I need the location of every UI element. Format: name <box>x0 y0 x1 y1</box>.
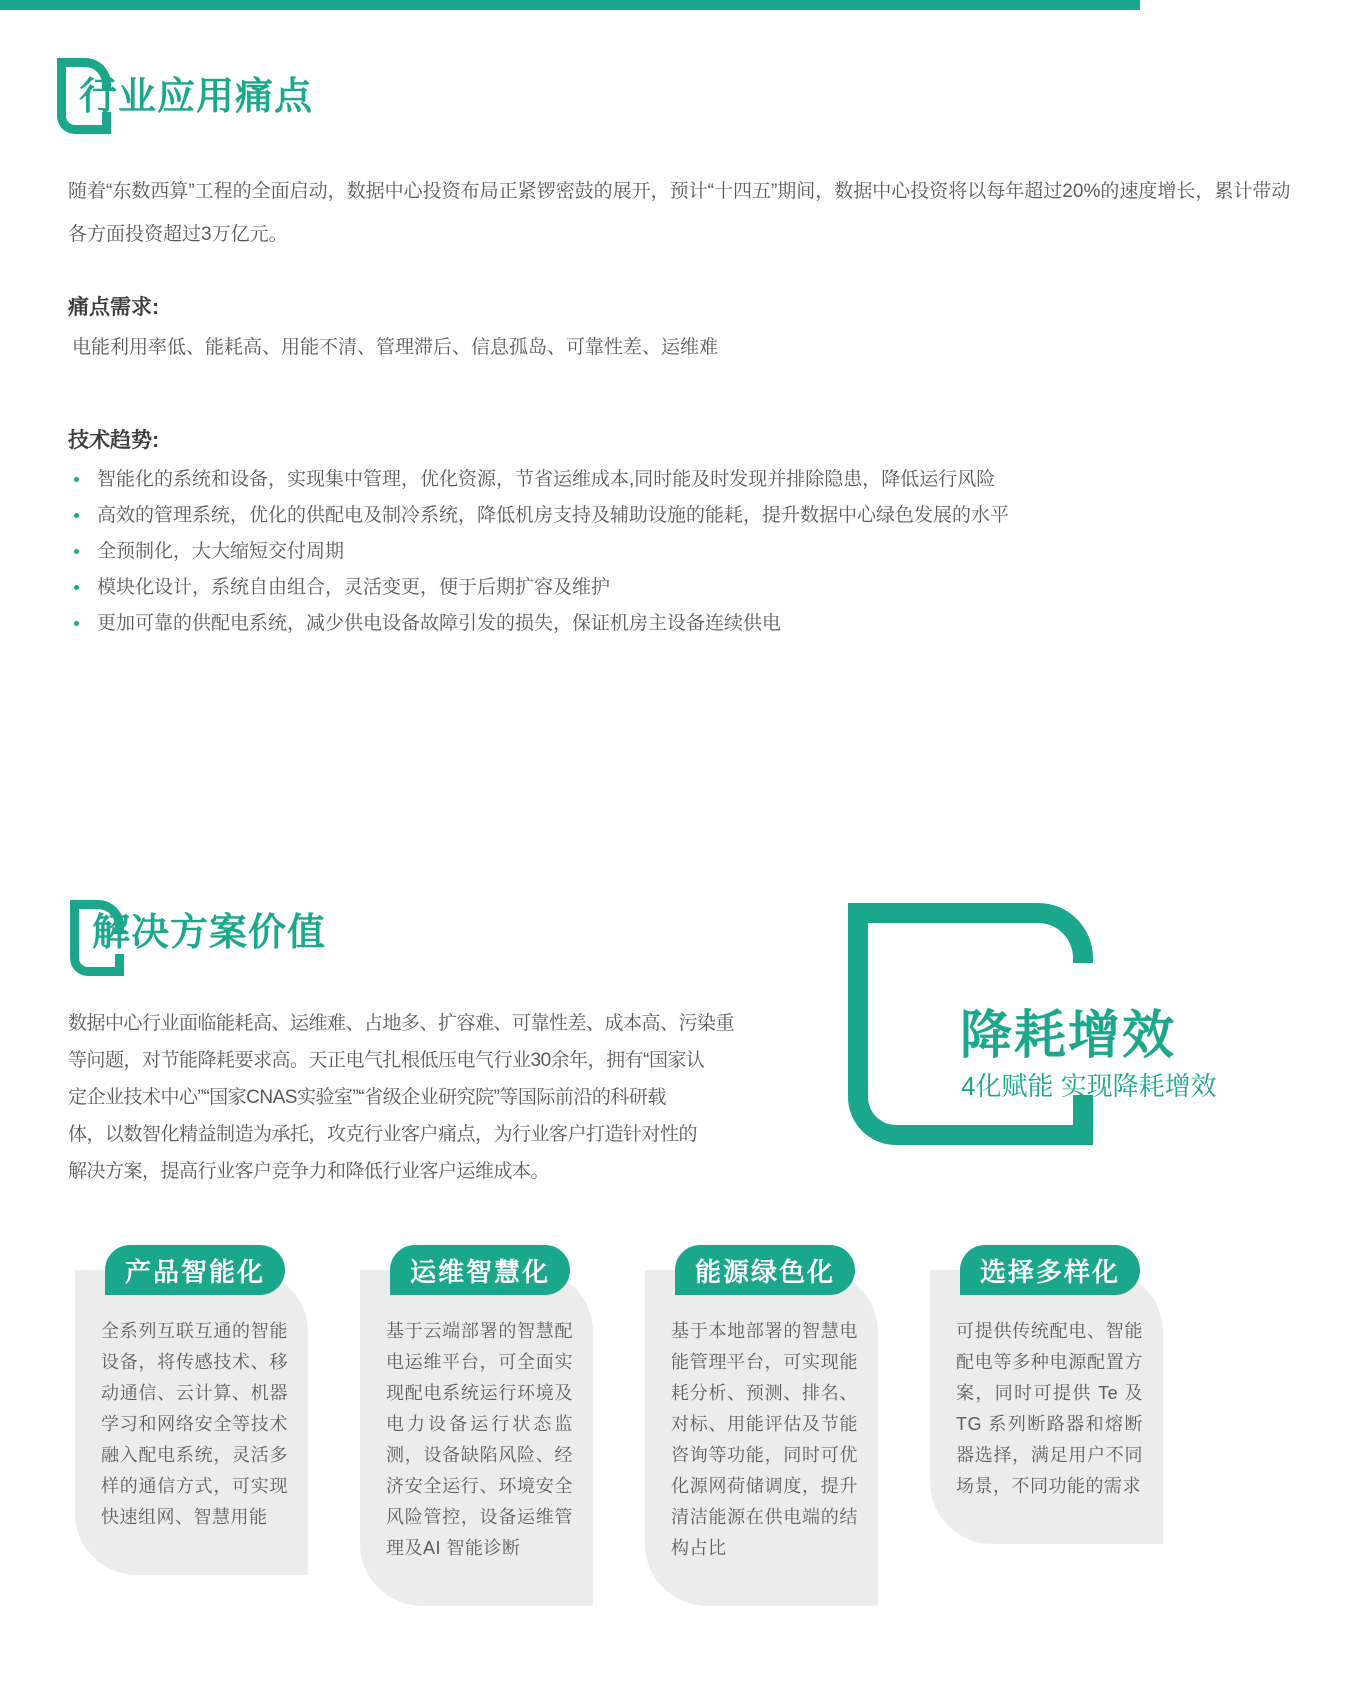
list-item <box>72 542 1009 561</box>
card-smart-operation <box>360 1245 593 1606</box>
trend-text: 高效的管理系统，优化的供配电及制冷系统，降低机房支持及辅助设施的能耗，提升数据中心绿色发展的水平 <box>97 505 1010 526</box>
trend-text: 智能化的系统和设备，实现集中管理，优化资源，节省运维成本,同时能及时发现并排除隐患，降低运行风险 <box>97 469 996 490</box>
solution-line: 定企业技术中心”“国家CNAS实验室”“省级企业研究院”等国际前沿的科研载 <box>68 1087 666 1108</box>
benefit-callout <box>848 903 1228 1153</box>
card-body-text: 基于云端部署的智慧配电运维平台，可全面实现配电系统运行环境及电力设备运行状态监测，设备缺陷风险、经济安全运行、环境安全风险管控，设备运维管理及AI 智能诊断 <box>386 1321 573 1558</box>
solution-line: 等问题，对节能降耗要求高。天正电气扎根低压电气行业30余年，拥有“国家认 <box>68 1050 705 1071</box>
card-body-text: 基于本地部署的智慧电能管理平台，可实现能耗分析、预测、排名、对标、用能评估及节能咨询等功能，同时可优化源网荷储调度，提升清洁能源在供电端的结构占比 <box>671 1321 858 1558</box>
solution-line: 数据中心行业面临能耗高、运维难、占地多、扩容难、可靠性差、成本高、污染重 <box>68 1013 735 1034</box>
value-cards <box>75 1245 1163 1606</box>
section-title: 行业应用痛点 <box>79 76 314 118</box>
solution-line: 解决方案，提高行业客户竞争力和降低行业客户运维成本。 <box>68 1161 550 1182</box>
list-item <box>72 614 1009 633</box>
top-accent-bar <box>0 0 1140 10</box>
card-title-badge: 运维智慧化 <box>390 1245 570 1295</box>
card-product-intelligence <box>75 1245 308 1606</box>
tech-trends-heading: 技术趋势: <box>68 429 159 452</box>
intro-line: 随着“东数西算”工程的全面启动，数据中心投资布局正紧锣密鼓的展开，预计“十四五”期间，数据中心投资将以每年超过20%的速度增长，累计带动 <box>68 181 1291 202</box>
card-title-badge: 能源绿色化 <box>675 1245 855 1295</box>
intro-line: 各方面投资超过3万亿元。 <box>68 224 288 245</box>
intro-paragraph <box>68 170 1290 256</box>
card-title-badge: 产品智能化 <box>105 1245 285 1295</box>
solution-paragraph <box>68 1005 734 1190</box>
benefit-title: 降耗增效 <box>960 1007 1177 1065</box>
trend-text: 全预制化，大大缩短交付周期 <box>97 541 345 562</box>
list-item <box>72 578 1009 597</box>
list-item <box>72 470 1009 489</box>
pain-demand-text: 电能利用率低、能耗高、用能不清、管理滞后、信息孤岛、可靠性差、运维难 <box>72 337 719 358</box>
section-header-pain-points <box>57 58 313 120</box>
bullet-dot-icon <box>74 513 79 518</box>
card-green-energy <box>645 1245 878 1606</box>
solution-line: 体，以数智化精益制造为承托，攻克行业客户痛点，为行业客户打造针对性的 <box>68 1124 698 1145</box>
card-title-badge: 选择多样化 <box>960 1245 1140 1295</box>
pain-demand-heading: 痛点需求: <box>68 296 159 319</box>
card-surface <box>75 1270 308 1575</box>
section-header-solution-value <box>70 900 326 956</box>
card-body-text: 全系列互联互通的智能设备，将传感技术、移动通信、云计算、机器学习和网络安全等技术融入配电系统，灵活多样的通信方式，可实现快速组网、智慧用能 <box>101 1321 288 1527</box>
card-diverse-choice <box>930 1245 1163 1606</box>
bullet-dot-icon <box>74 585 79 590</box>
trend-text: 模块化设计，系统自由组合，灵活变更，便于后期扩容及维护 <box>97 577 611 598</box>
bracket-tick <box>115 954 124 976</box>
tech-trends-list <box>72 470 1009 650</box>
bullet-dot-icon <box>74 549 79 554</box>
card-surface <box>930 1270 1163 1544</box>
bullet-dot-icon <box>74 621 79 626</box>
benefit-subtitle: 4化赋能 实现降耗增效 <box>961 1071 1217 1101</box>
card-surface <box>360 1270 593 1606</box>
bracket-tick <box>1073 1095 1093 1145</box>
card-surface <box>645 1270 878 1606</box>
section-title: 解决方案价值 <box>92 912 327 954</box>
card-body-text: 可提供传统配电、智能配电等多种电源配置方案，同时可提供 Te 及TG 系列断路器和熔断器选择，满足用户不同场景，不同功能的需求 <box>956 1321 1143 1496</box>
trend-text: 更加可靠的供配电系统，减少供电设备故障引发的损失，保证机房主设备连续供电 <box>97 613 782 634</box>
bullet-dot-icon <box>74 477 79 482</box>
list-item <box>72 506 1009 525</box>
